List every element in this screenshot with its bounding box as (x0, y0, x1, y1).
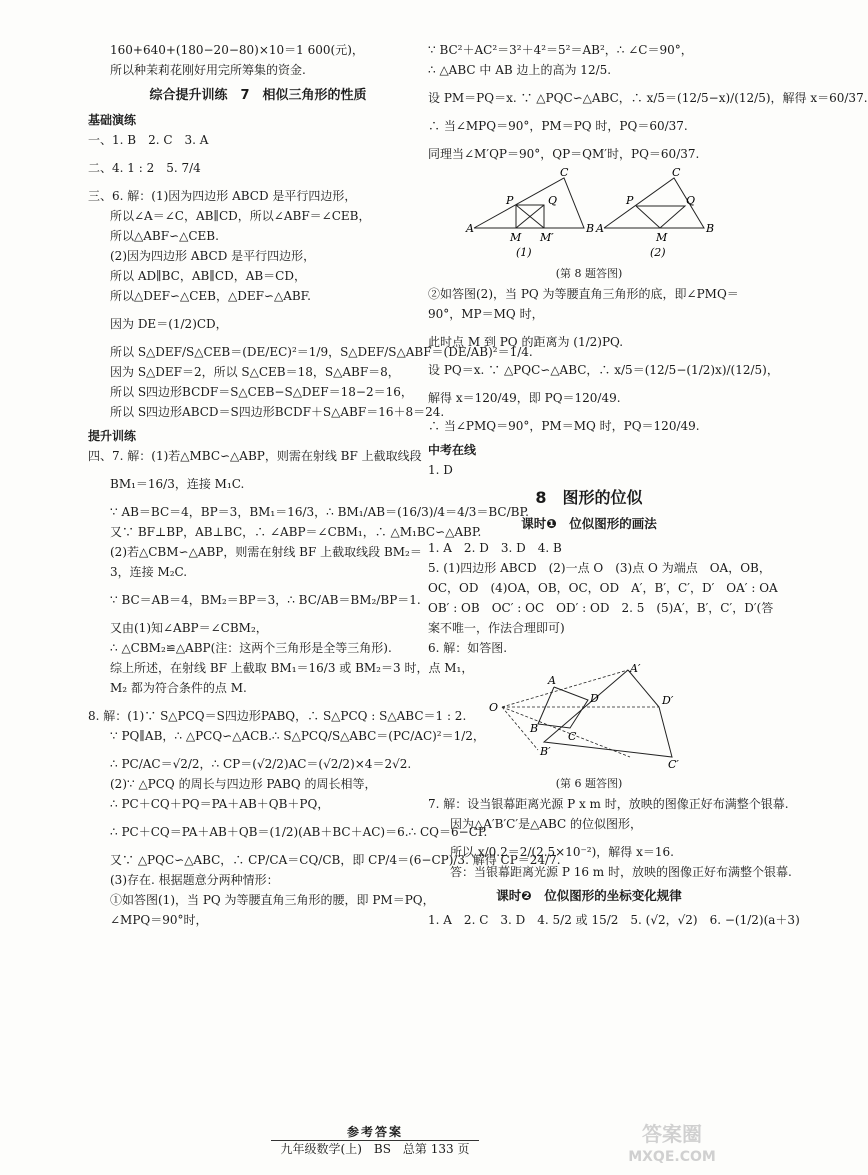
right-line-22: 6. 解：如答图. (428, 641, 508, 655)
left-line-9: (2)因为四边形 ABCD 是平行四边形， (110, 249, 316, 263)
left-line-8: 所以△ABF∽△CEB. (110, 229, 219, 243)
right-line-19: OC，OD (4)OA，OB，OC，OD A′，B′，C′，D′ OA′ : OA (428, 581, 778, 595)
fig6-quad-abcd2 (544, 670, 672, 757)
left-line-26: ∴ △CBM₂≌△ABP(注：这两个三角形是全等三角形). (110, 641, 392, 655)
fig8-iso-right (636, 206, 685, 228)
fig8-label-a: A (466, 222, 474, 235)
fig6-label-b2: B′ (540, 745, 551, 758)
left-line-23: 3，连接 M₂C. (110, 565, 188, 579)
fig8-label-a2: A (596, 222, 604, 235)
right-line-30: 1. A 2. C 3. D 4. 5/2 或 15/2 5. (√2，√2) 6. −(1/2)(a＋3) (428, 913, 800, 927)
left-line-34: ∴ PC＋CQ＝PA＋AB＋QB＝(1/2)(AB＋BC＋AC)＝6.∴ CQ＝6−CP. (110, 825, 488, 839)
right-line-7: ②如答图(2)，当 PQ 为等腰直角三角形的底，即∠PMQ＝ (428, 287, 739, 301)
left-line-33: ∴ PC＋CQ＋PQ＝PA＋AB＋QB＋PQ， (110, 797, 330, 811)
fig8-label-p: P (506, 194, 514, 207)
fig8-caption-1: (1) (516, 246, 532, 259)
left-line-36: (3)存在. 根据题意分两种情形： (110, 873, 279, 887)
fig8-label-b2: B (706, 222, 715, 235)
left-line-22: (2)若△CBM∽△ABP，则需在射线 BF 上截取线段 BM₂＝ (110, 545, 422, 559)
right-line-28: 答：当银幕距离光源 P 16 m 时，放映的图像正好布满整个银幕. (450, 865, 792, 879)
right-line-6: (第 8 题答图) (555, 267, 623, 280)
fig6-label-a2: A′ (630, 662, 641, 675)
right-line-9: 此时点 M 到 PQ 的距离为 (1/2)PQ. (428, 335, 624, 349)
right-line-29: 课时❷ 位似图形的坐标变化规律 (496, 888, 682, 903)
fig8-triangle-1 (474, 178, 584, 228)
left-line-24: ∵ BC＝AB＝4，BM₂＝BP＝3，∴ BC/AB＝BM₂/BP＝1. (110, 593, 421, 607)
right-line-15: 8 图形的位似 (535, 488, 643, 507)
left-line-13: 所以 S△DEF/S△CEB＝(DE/EC)²＝1/9，S△DEF/S△ABF＝(DE/AB)²＝1/4. (110, 345, 533, 359)
left-line-3: 基础演练 (88, 113, 137, 127)
right-line-16: 课时❶ 位似图形的画法 (521, 516, 657, 531)
fig6-label-b: B (530, 722, 539, 735)
left-line-31: ∴ PC/AC＝√2/2，∴ CP＝(√2/2)AC＝(√2/2)×4＝2√2. (110, 757, 412, 771)
left-line-10: 所以 AD∥BC，AB∥CD，AB＝CD， (110, 269, 306, 283)
right-line-14: 1. D (428, 463, 453, 477)
right-line-25: 7. 解：设当银幕距离光源 P x m 时，放映的图像正好布满整个银幕. (428, 797, 789, 811)
watermark-logo (602, 1119, 742, 1169)
left-line-12: 因为 DE＝(1/2)CD， (110, 317, 228, 331)
left-line-37: ①如答图(1)，当 PQ 为等腰直角三角形的腰，即 PM＝PQ， (110, 893, 435, 907)
left-line-5: 二、4. 1 : 2 5. 7/4 (88, 161, 201, 175)
right-line-26: 因为△A′B′C′是△ABC 的位似图形， (450, 817, 643, 831)
fig8-label-m3: M (656, 231, 668, 244)
right-line-27: 所以 x/0.2＝2/(2.5×10⁻²)，解得 x＝16. (450, 845, 674, 859)
fig8-label-p2: P (626, 194, 634, 207)
fig8-label-c: C (560, 166, 569, 179)
right-line-0: ∵ BC²＋AC²＝3²＋4²＝5²＝AB²，∴ ∠C＝90°， (428, 43, 693, 57)
figure-8-answer-diagram (464, 168, 714, 260)
right-column (428, 40, 868, 930)
right-line-17: 1. A 2. D 3. D 4. B (428, 541, 562, 555)
fig8-label-q2: Q (686, 194, 696, 207)
left-line-16: 所以 S四边形ABCD＝S四边形BCDF＋S△ABF＝16＋8＝24. (110, 405, 445, 419)
right-line-20: OB′ : OB OC′ : OC OD′ : OD 2. 5 (5)A′，B′，C′，D′(答 (428, 601, 774, 615)
left-line-11: 所以△DEF∽△CEB，△DEF∽△ABF. (110, 289, 311, 303)
right-line-24: (第 6 题答图) (555, 777, 623, 790)
left-line-32: (2)∵ △PCQ 的周长与四边形 PABQ 的周长相等， (110, 777, 377, 791)
right-line-3: ∴ 当∠MPQ＝90°，PM＝PQ 时，PQ＝60/37. (428, 119, 688, 133)
svg-text:答案圈: 答案圈 (642, 1122, 702, 1146)
footer-title: 参考答案 (346, 1125, 403, 1139)
fig6-quad-abcd (538, 687, 588, 728)
left-line-4: 一、1. B 2. C 3. A (88, 133, 209, 147)
fig8-label-q: Q (548, 194, 558, 207)
right-line-13: 中考在线 (428, 443, 477, 457)
right-line-8: 90°，MP＝MQ 时， (428, 307, 544, 321)
right-line-21: 案不唯一，作法合理即可) (428, 621, 565, 635)
fig6-label-d2: D′ (662, 694, 674, 707)
left-line-28: M₂ 都为符合条件的点 M. (110, 681, 247, 695)
figure-6-answer-diagram (484, 662, 694, 770)
fig6-label-o: O (489, 701, 499, 714)
left-line-20: ∵ AB＝BC＝4，BP＝3，BM₁＝16/3，∴ BM₁/AB＝(16/3)/4＝4/3＝BC/BP. (110, 505, 529, 519)
right-line-4: 同理当∠M′QP＝90°，QP＝QM′时，PQ＝60/37. (428, 147, 700, 161)
left-line-35: 又∵ △PQC∽△ABC，∴ CP/CA＝CQ/CB，即 CP/4＝(6−CP)/3. 解得 CP＝24/7. (110, 853, 561, 867)
left-line-21: 又∵ BF⊥BP，AB⊥BC，∴ ∠ABP＝∠CBM₁，∴ △M₁BC∽△ABP. (110, 525, 482, 539)
left-line-17: 提升训练 (88, 429, 137, 443)
fig6-label-d: D (590, 692, 599, 705)
fig8-label-b: B (586, 222, 595, 235)
left-line-29: 8. 解：(1)∵ S△PCQ＝S四边形PABQ，∴ S△PCQ : S△ABC＝1 : 2. (88, 709, 467, 723)
fig8-label-c2: C (672, 166, 681, 179)
left-line-25: 又由(1)知∠ABP＝∠CBM₂， (110, 621, 268, 635)
fig8-label-m2: M′ (540, 231, 554, 244)
svg-text:MXQE.COM: MXQE.COM (628, 1149, 716, 1165)
left-line-0: 160+640+(180−20−80)×10＝1 600(元)， (110, 43, 364, 57)
right-line-10: 设 PQ＝x. ∵ △PQC∽△ABC，∴ x/5＝(12/5−(1/2)x)/(12/5)， (428, 363, 779, 377)
right-line-11: 解得 x＝120/49，即 PQ＝120/49. (428, 391, 621, 405)
right-line-12: ∴ 当∠PMQ＝90°，PM＝MQ 时，PQ＝120/49. (428, 419, 700, 433)
left-line-2: 综合提升训练 7 相似三角形的性质 (149, 88, 367, 103)
left-line-1: 所以种茉莉花刚好用完所筹集的资金. (110, 63, 306, 77)
right-line-18: 5. (1)四边形 ABCD (2)一点 O (3)点 O 为端点 OA，OB， (428, 561, 771, 575)
fig6-ray-a (502, 670, 628, 707)
fig6-label-a: A (548, 674, 556, 687)
left-line-30: ∵ PQ∥AB，∴ △PCQ∽△ACB.∴ S△PCQ/S△ABC＝(PC/AC)²＝1/2， (110, 729, 485, 743)
fig6-label-c2: C′ (668, 758, 679, 771)
left-line-6: 三、6. 解：(1)因为四边形 ABCD 是平行四边形， (88, 189, 357, 203)
left-line-19: BM₁＝16/3，连接 M₁C. (110, 477, 245, 491)
left-line-7: 所以∠A＝∠C，AB∥CD，所以∠ABF＝∠CEB， (110, 209, 371, 223)
right-line-2: 设 PM＝PQ＝x. ∵ △PQC∽△ABC，∴ x/5＝(12/5−x)/(12/5)，解得 x＝60/37. (428, 91, 868, 105)
right-line-1: ∴ △ABC 中 AB 边上的高为 12/5. (428, 63, 612, 77)
left-line-18: 四、7. 解：(1)若△MBC∽△ABP，则需在射线 BF 上截取线段 (88, 449, 422, 463)
left-line-14: 因为 S△DEF＝2，所以 S△CEB＝18，S△ABF＝8， (110, 365, 400, 379)
left-line-15: 所以 S四边形BCDF＝S△CEB−S△DEF＝18−2＝16， (110, 385, 413, 399)
fig6-label-c: C (568, 730, 577, 743)
left-line-38: ∠MPQ＝90°时， (110, 913, 208, 927)
footer-page-info: 九年级数学(上) BS 总第 133 页 (271, 1140, 480, 1157)
left-line-27: 综上所述，在射线 BF 上截取 BM₁＝16/3 或 BM₂＝3 时，点 M₁， (110, 661, 474, 675)
fig8-caption-2: (2) (650, 246, 666, 259)
fig8-label-m: M (510, 231, 522, 244)
